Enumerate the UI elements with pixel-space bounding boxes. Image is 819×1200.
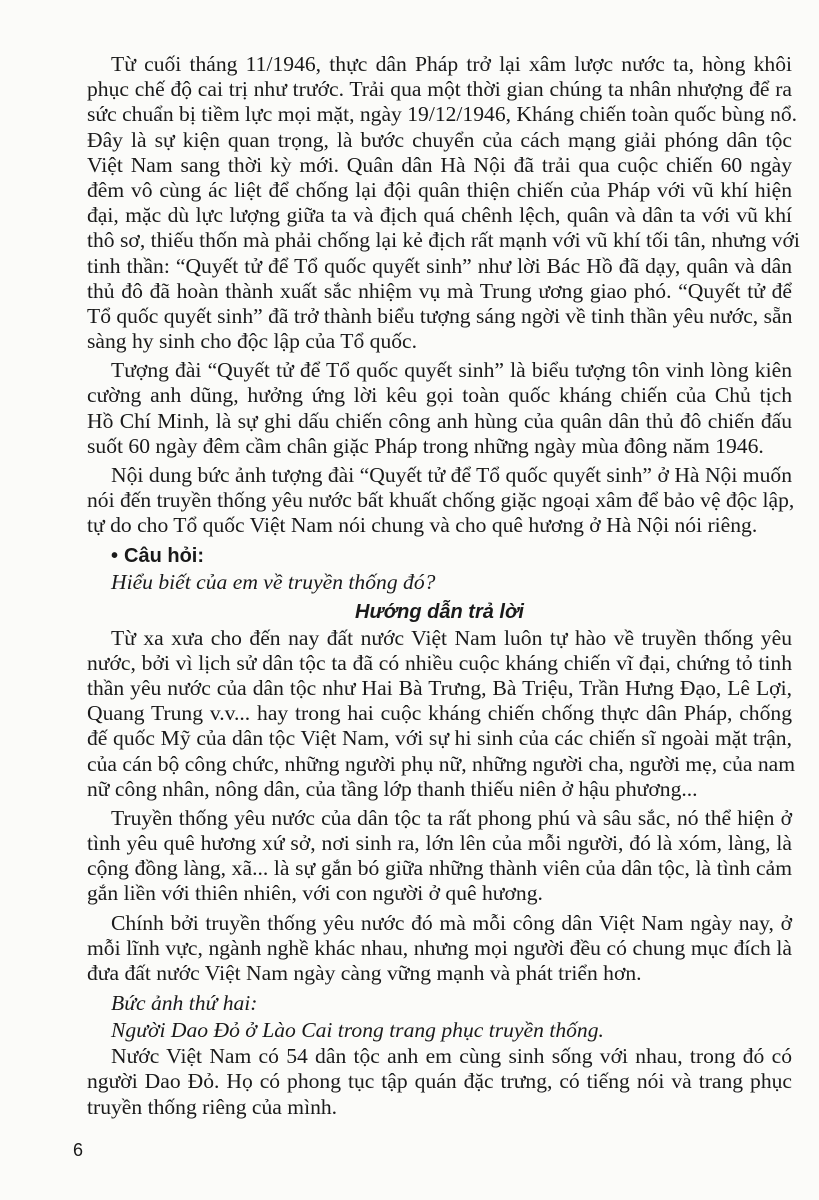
paragraph-intro-2 bbox=[87, 358, 792, 459]
paragraph-intro-1 bbox=[87, 52, 800, 354]
text-line: Từ cuối tháng 11/1946, thực dân Pháp trở lại xâm lược nước ta, hòng khôi bbox=[111, 52, 792, 76]
text-line: cộng đồng làng, xã... là sự gắn bó giữa những thành viên của dân tộc, là tình cảm bbox=[87, 856, 792, 881]
paragraph-intro-3 bbox=[87, 463, 795, 539]
page-number: 6 bbox=[73, 1140, 84, 1160]
text-line: Tổ quốc quyết sinh” đã trở thành biểu tượng sáng ngời về tinh thần yêu nước, sẵn bbox=[87, 303, 793, 328]
text-line: mỗi lĩnh vực, ngành nghề khác nhau, nhưng mọi người đều có chung mục đích là bbox=[87, 935, 792, 960]
text-line: nước, bởi vì lịch sử dân tộc ta đã có nhiều cuộc kháng chiến vĩ đại, chứng tỏ tinh bbox=[87, 650, 792, 675]
text-line: Truyền thống yêu nước của dân tộc ta rất phong phú và sâu sắc, nó thể hiện ở bbox=[111, 805, 792, 830]
text-line: sàng hy sinh cho độc lập của Tổ quốc. bbox=[87, 329, 418, 354]
text-line: cường anh dũng, hưởng ứng lời kêu gọi toàn quốc kháng chiến của Chủ tịch bbox=[87, 383, 792, 408]
text-line: tình yêu quê hương xứ sở, nơi sinh ra, lớn lên của mỗi người, đó là xóm, làng, là bbox=[87, 831, 792, 856]
book-page bbox=[87, 52, 800, 1124]
question-heading-label: Câu hỏi: bbox=[124, 544, 205, 567]
text-line: nữ công nhân, nông dân, của tầng lớp thanh thiếu niên ở hậu phương... bbox=[87, 776, 698, 801]
text-line: tinh thần: “Quyết tử để Tổ quốc quyết sinh” như lời Bác Hồ đã dạy, quân và dân bbox=[87, 253, 792, 278]
text-line: đại, mặc dù lực lượng giữa ta và địch quá chênh lệch, quân và dân ta với vũ khí bbox=[87, 203, 792, 228]
paragraph-guide-3 bbox=[87, 911, 792, 987]
text-line: của cán bộ công chức, những người phụ nữ, những người cha, người mẹ, của nam bbox=[87, 751, 796, 776]
text-line: người Dao Đỏ. Họ có phong tục tập quán đặc trưng, có tiếng nói và trang phục bbox=[87, 1069, 792, 1094]
text-line: truyền thống riêng của mình. bbox=[87, 1094, 338, 1119]
bullet-icon: • bbox=[111, 544, 119, 567]
paragraph-guide-2 bbox=[87, 806, 792, 907]
text-line: phục chế độ cai trị như trước. Trải qua một thời gian chúng ta nhân nhượng để ra bbox=[87, 77, 792, 102]
text-line: tự do cho Tổ quốc Việt Nam nói chung và cho quê hương ở Hà Nội nói riêng. bbox=[87, 513, 758, 538]
paragraph-guide-1 bbox=[87, 625, 796, 802]
guide-title: Hướng dẫn trả lời bbox=[355, 600, 524, 623]
second-photo-caption: Người Dao Đỏ ở Lào Cai trong trang phục truyền thống. bbox=[111, 1018, 604, 1043]
text-line: thần yêu nước của dân tộc như Hai Bà Trưng, Bà Triệu, Trần Hưng Đạo, Lê Lợi, bbox=[87, 675, 792, 700]
text-line: thô sơ, thiếu thốn mà phải chống lại kẻ địch rất mạnh với vũ khí tối tân, nhưng với bbox=[87, 228, 800, 253]
text-line: Từ xa xưa cho đến nay đất nước Việt Nam luôn tự hào về truyền thống yêu bbox=[111, 625, 792, 650]
text-line: nói đến truyền thống yêu nước bất khuất chống giặc ngoại xâm để bảo vệ độc lập, bbox=[87, 488, 795, 513]
text-line: Chính bởi truyền thống yêu nước đó mà mỗi công dân Việt Nam ngày nay, ở bbox=[111, 910, 792, 935]
text-line: đêm vô cùng ác liệt để chống lại đội quân thiện chiến của Pháp với vũ khí hiện bbox=[87, 177, 792, 202]
text-line: Quang Trung v.v... hay trong hai cuộc kháng chiến chống thực dân Pháp, chống bbox=[87, 701, 792, 726]
text-line: Đây là sự kiện quan trọng, là bước chuyển của cách mạng giải phóng dân tộc bbox=[87, 127, 792, 152]
text-line: Nội dung bức ảnh tượng đài “Quyết tử để Tổ quốc quyết sinh” ở Hà Nội muốn bbox=[111, 463, 792, 487]
text-line: thủ đô đã hoàn thành xuất sắc nhiệm vụ mà Trung ương giao phó. “Quyết tử để bbox=[87, 278, 792, 303]
text-line: đế quốc Mỹ của dân tộc Việt Nam, với sự hi sinh của các chiến sĩ ngoài mặt trận, bbox=[87, 726, 792, 751]
text-line: Nước Việt Nam có 54 dân tộc anh em cùng sinh sống với nhau, trong đó có bbox=[111, 1044, 792, 1069]
text-line: đưa đất nước Việt Nam ngày càng vững mạnh và phát triển hơn. bbox=[87, 961, 642, 985]
question-text: Hiểu biết của em về truyền thống đó? bbox=[111, 569, 436, 594]
text-line: suốt 60 ngày đêm cầm chân giặc Pháp trong những ngày mùa đông năm 1946. bbox=[87, 433, 764, 458]
question-heading bbox=[87, 543, 792, 569]
text-line: Tượng đài “Quyết tử để Tổ quốc quyết sinh” là biểu tượng tôn vinh lòng kiên bbox=[111, 358, 792, 383]
second-photo-label: Bức ảnh thứ hai: bbox=[111, 991, 258, 1016]
paragraph-second-photo bbox=[87, 1044, 792, 1120]
text-line: Hồ Chí Minh, là sự ghi dấu chiến công anh hùng của quân dân thủ đô chiến đấu bbox=[87, 408, 792, 433]
text-line: Việt Nam sang thời kỳ mới. Quân dân Hà Nội đã trải qua cuộc chiến 60 ngày bbox=[87, 152, 792, 177]
text-line: sức chuẩn bị tiềm lực mọi mặt, ngày 19/12/1946, Kháng chiến toàn quốc bùng nổ. bbox=[87, 102, 798, 127]
text-line: gắn liền với thiên nhiên, với con người ở quê hương. bbox=[87, 881, 543, 906]
